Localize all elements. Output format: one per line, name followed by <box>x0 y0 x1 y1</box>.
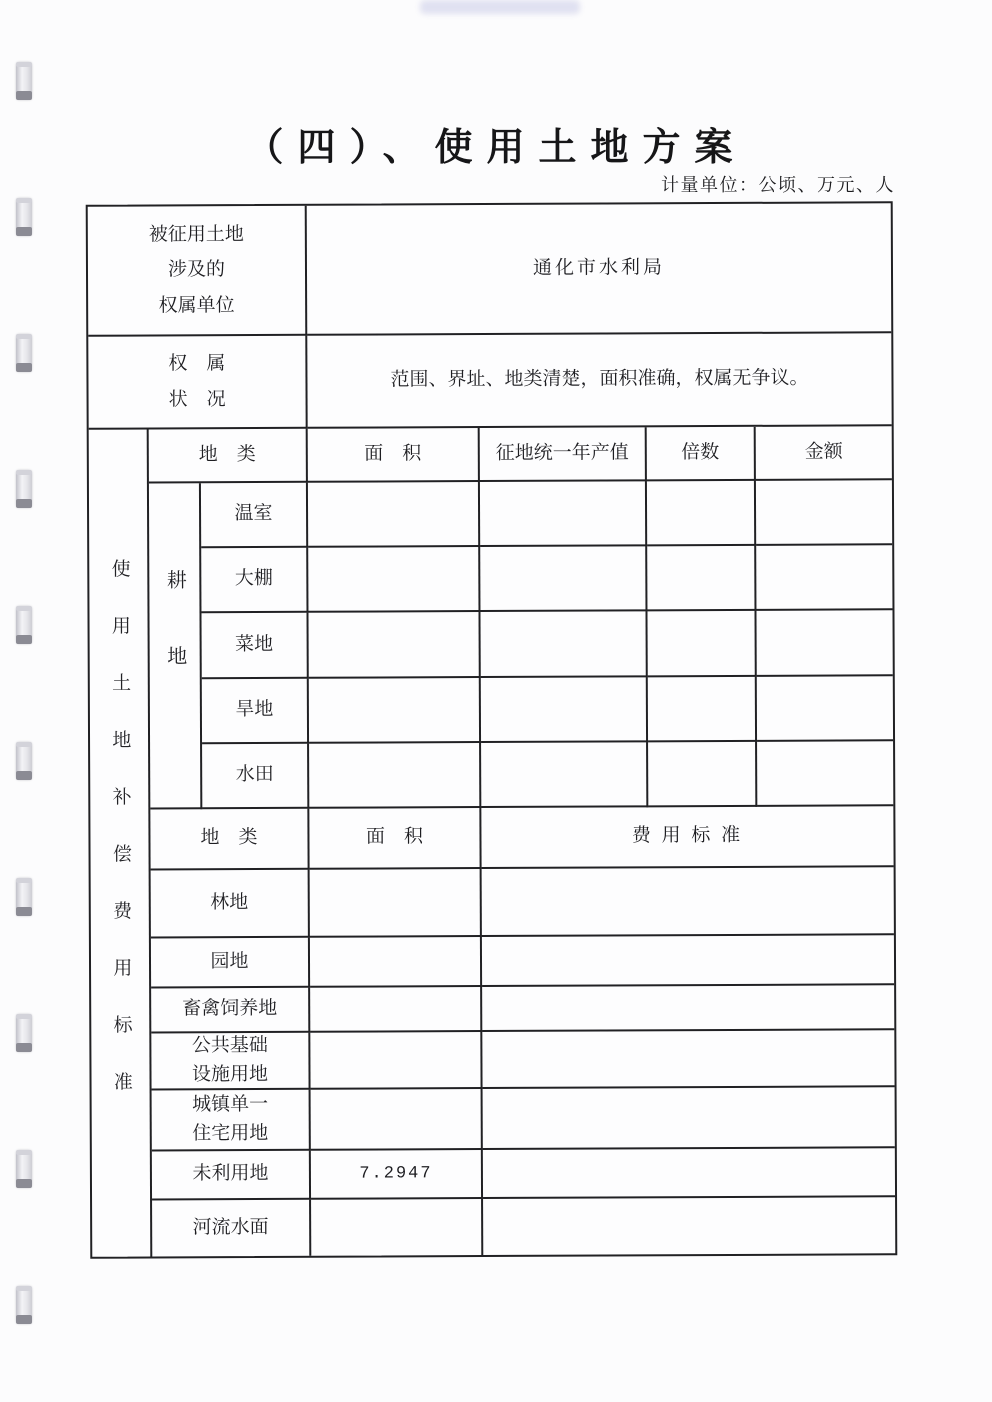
acquired-units-value-cell: 通化市水利局 <box>307 203 892 336</box>
empty-cell <box>308 482 480 548</box>
header2-fee-standard-cell: 费 用 标 准 <box>481 806 893 869</box>
row-river-surface-area-cell <box>311 1199 483 1256</box>
row-garden-land-fee-cell <box>482 935 894 987</box>
binder-hole <box>16 198 32 236</box>
empty-cell <box>480 546 647 612</box>
binder-hole <box>16 1014 32 1052</box>
row-urban-housing-fee-cell <box>483 1087 895 1150</box>
binder-hole <box>16 470 32 508</box>
row-garden-land-area-cell <box>310 937 482 988</box>
cultivated-land-group-cell: 耕地 <box>149 483 202 809</box>
side-label-cell: 使用土地补偿费用标准 <box>89 429 153 1256</box>
empty-cell <box>648 677 757 742</box>
binder-hole <box>16 1150 32 1188</box>
row-vegetable-plot-label-cell: 菜地 <box>201 613 308 679</box>
header-amount-cell: 金额 <box>756 426 892 481</box>
row-livestock-land-label-cell: 畜禽饲养地 <box>151 988 310 1034</box>
row-public-infrastructure-area-cell <box>310 1032 482 1090</box>
row-forest-land-label-cell: 林地 <box>151 870 310 939</box>
empty-cell <box>480 481 647 547</box>
empty-cell <box>756 545 892 611</box>
ownership-status-value-cell: 范围、界址、地类清楚，面积准确，权属无争议。 <box>307 333 891 429</box>
row-forest-land-area-cell <box>310 869 482 938</box>
empty-cell <box>757 741 893 807</box>
empty-cell <box>647 546 756 611</box>
row-garden-land-label-cell: 园地 <box>151 938 310 989</box>
row-dry-land-label-cell: 旱地 <box>202 679 309 744</box>
header-area-cell: 面 积 <box>308 428 480 483</box>
binder-hole <box>16 334 32 372</box>
binder-hole <box>16 606 32 644</box>
page-title: （四）、使用土地方案 <box>245 127 747 169</box>
empty-cell <box>647 481 756 546</box>
header2-land-type-cell: 地 类 <box>150 809 309 871</box>
binder-hole <box>16 742 32 780</box>
header-annual-value-cell: 征地统一年产值 <box>480 427 647 482</box>
row-unused-land-fee-cell <box>483 1148 895 1199</box>
empty-cell <box>757 676 893 742</box>
row-paddy-field-label-cell: 水田 <box>202 744 309 809</box>
empty-cell <box>756 480 892 546</box>
row-forest-land-fee-cell <box>482 867 894 937</box>
empty-cell <box>481 677 648 743</box>
ownership-status-label-cell: 权 属 状 况 <box>88 336 307 430</box>
empty-cell <box>648 742 757 807</box>
row-public-infrastructure-fee-cell <box>482 1030 894 1089</box>
row-urban-housing-label-cell: 城镇单一 住宅用地 <box>152 1090 311 1152</box>
binder-hole <box>16 878 32 916</box>
row-livestock-land-area-cell <box>310 987 482 1033</box>
empty-cell <box>480 611 647 678</box>
row-river-surface-label-cell: 河流水面 <box>152 1200 311 1257</box>
row-river-surface-fee-cell <box>483 1197 895 1255</box>
land-use-table <box>86 201 898 1259</box>
empty-cell <box>309 743 481 809</box>
empty-cell <box>308 612 480 679</box>
scan-smudge <box>420 0 580 14</box>
measurement-unit-note: 计量单位：公顷、万元、人 <box>661 175 895 195</box>
header-land-type-cell: 地 类 <box>149 429 308 484</box>
empty-cell <box>308 547 480 613</box>
empty-cell <box>647 611 756 677</box>
header2-area-cell: 面 积 <box>309 808 481 870</box>
binder-hole <box>16 1286 32 1324</box>
row-big-shed-label-cell: 大棚 <box>201 548 308 613</box>
row-unused-land-area-cell: 7.2947 <box>311 1150 483 1200</box>
row-livestock-land-fee-cell <box>482 985 894 1032</box>
empty-cell <box>309 678 481 744</box>
empty-cell <box>481 742 648 808</box>
row-unused-land-label-cell: 未利用地 <box>152 1151 311 1201</box>
acquired-units-label-cell: 被征用土地 涉及的 权属单位 <box>88 206 308 337</box>
row-greenhouse-label-cell: 温室 <box>201 483 308 548</box>
empty-cell <box>756 610 892 677</box>
binder-hole <box>16 62 32 100</box>
row-urban-housing-area-cell <box>311 1089 483 1151</box>
header-multiple-cell: 倍数 <box>647 427 756 481</box>
row-public-infrastructure-label-cell: 公共基础 设施用地 <box>151 1033 310 1091</box>
